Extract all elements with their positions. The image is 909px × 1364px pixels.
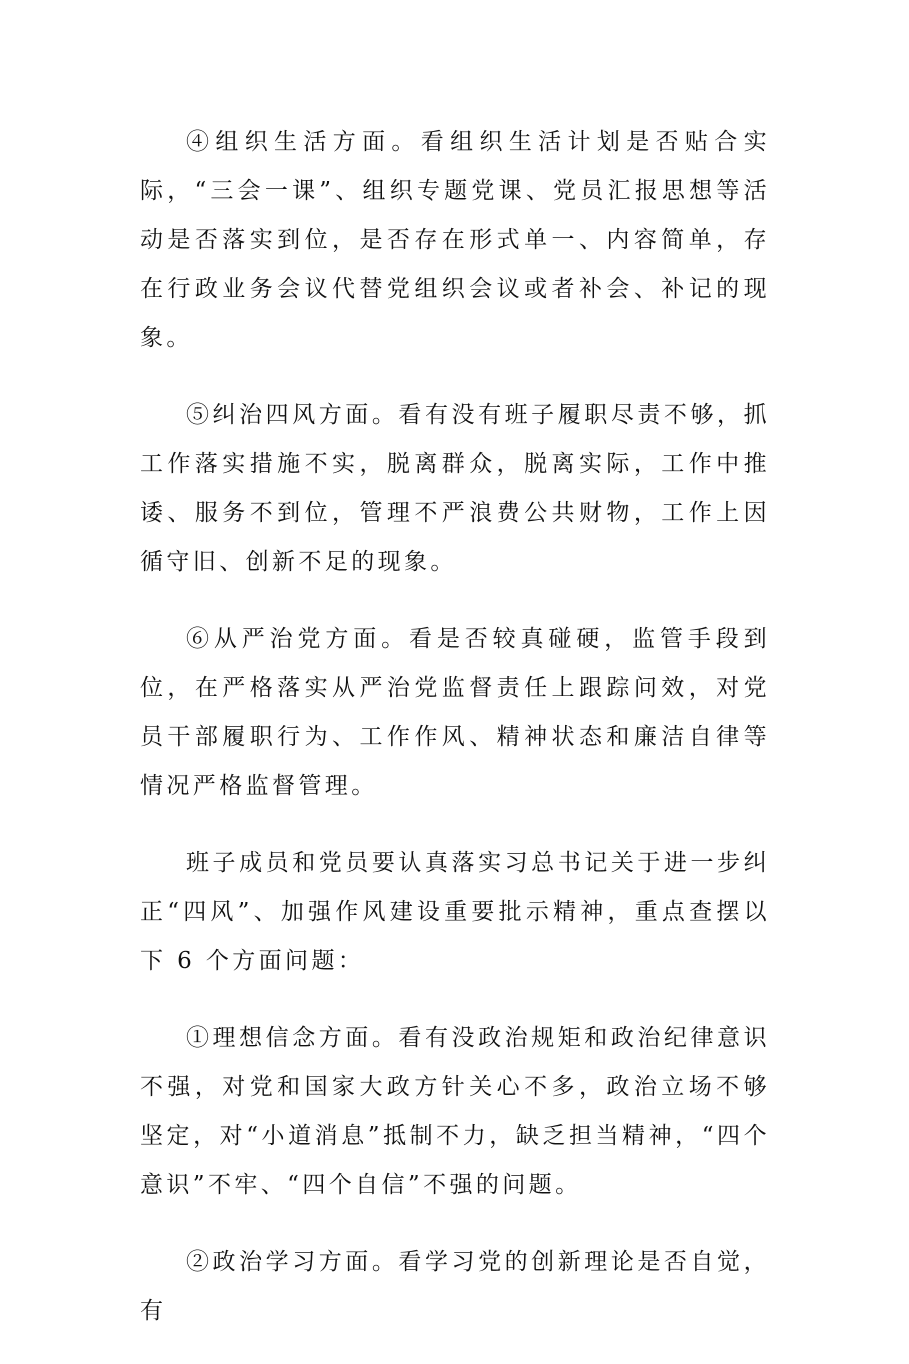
paragraph-strict-governance: ⑥从严治党方面。看是否较真碰硬，监管手段到位，在严格落实从严治党监督责任上跟踪问效，对党员干部履职行为、工作作风、精神状态和廉洁自律等情况严格监督管理。 (140, 626, 770, 799)
paragraph-intro-six-aspects: 班子成员和党员要认真落实习总书记关于进一步纠正“四风”、加强作风建设重要批示精神，重点查摆以下 6 个方面问题： (140, 850, 770, 974)
paragraph-four-styles: ⑤纠治四风方面。看有没有班子履职尽责不够，抓工作落实措施不实，脱离群众，脱离实际，工作中推诿、服务不到位，管理不严浪费公共财物，工作上因循守旧、创新不足的现象。 (140, 402, 770, 575)
paragraph-ideals-beliefs: ①理想信念方面。看有没政治规矩和政治纪律意识不强，对党和国家大政方针关心不多，政治立场不够坚定，对“小道消息”抵制不力，缺乏担当精神，“四个意识”不牢、“四个自信”不强的问题。 (140, 1025, 770, 1198)
paragraph-political-study: ②政治学习方面。看学习党的创新理论是否自觉，有 (140, 1249, 770, 1324)
paragraph-organization-life: ④组织生活方面。看组织生活计划是否贴合实际，“三会一课”、组织专题党课、党员汇报思想等活动是否落实到位，是否存在形式单一、内容简单，存在行政业务会议代替党组织会议或者补会、补记的现象。 (140, 129, 770, 351)
document-body (140, 118, 770, 1364)
